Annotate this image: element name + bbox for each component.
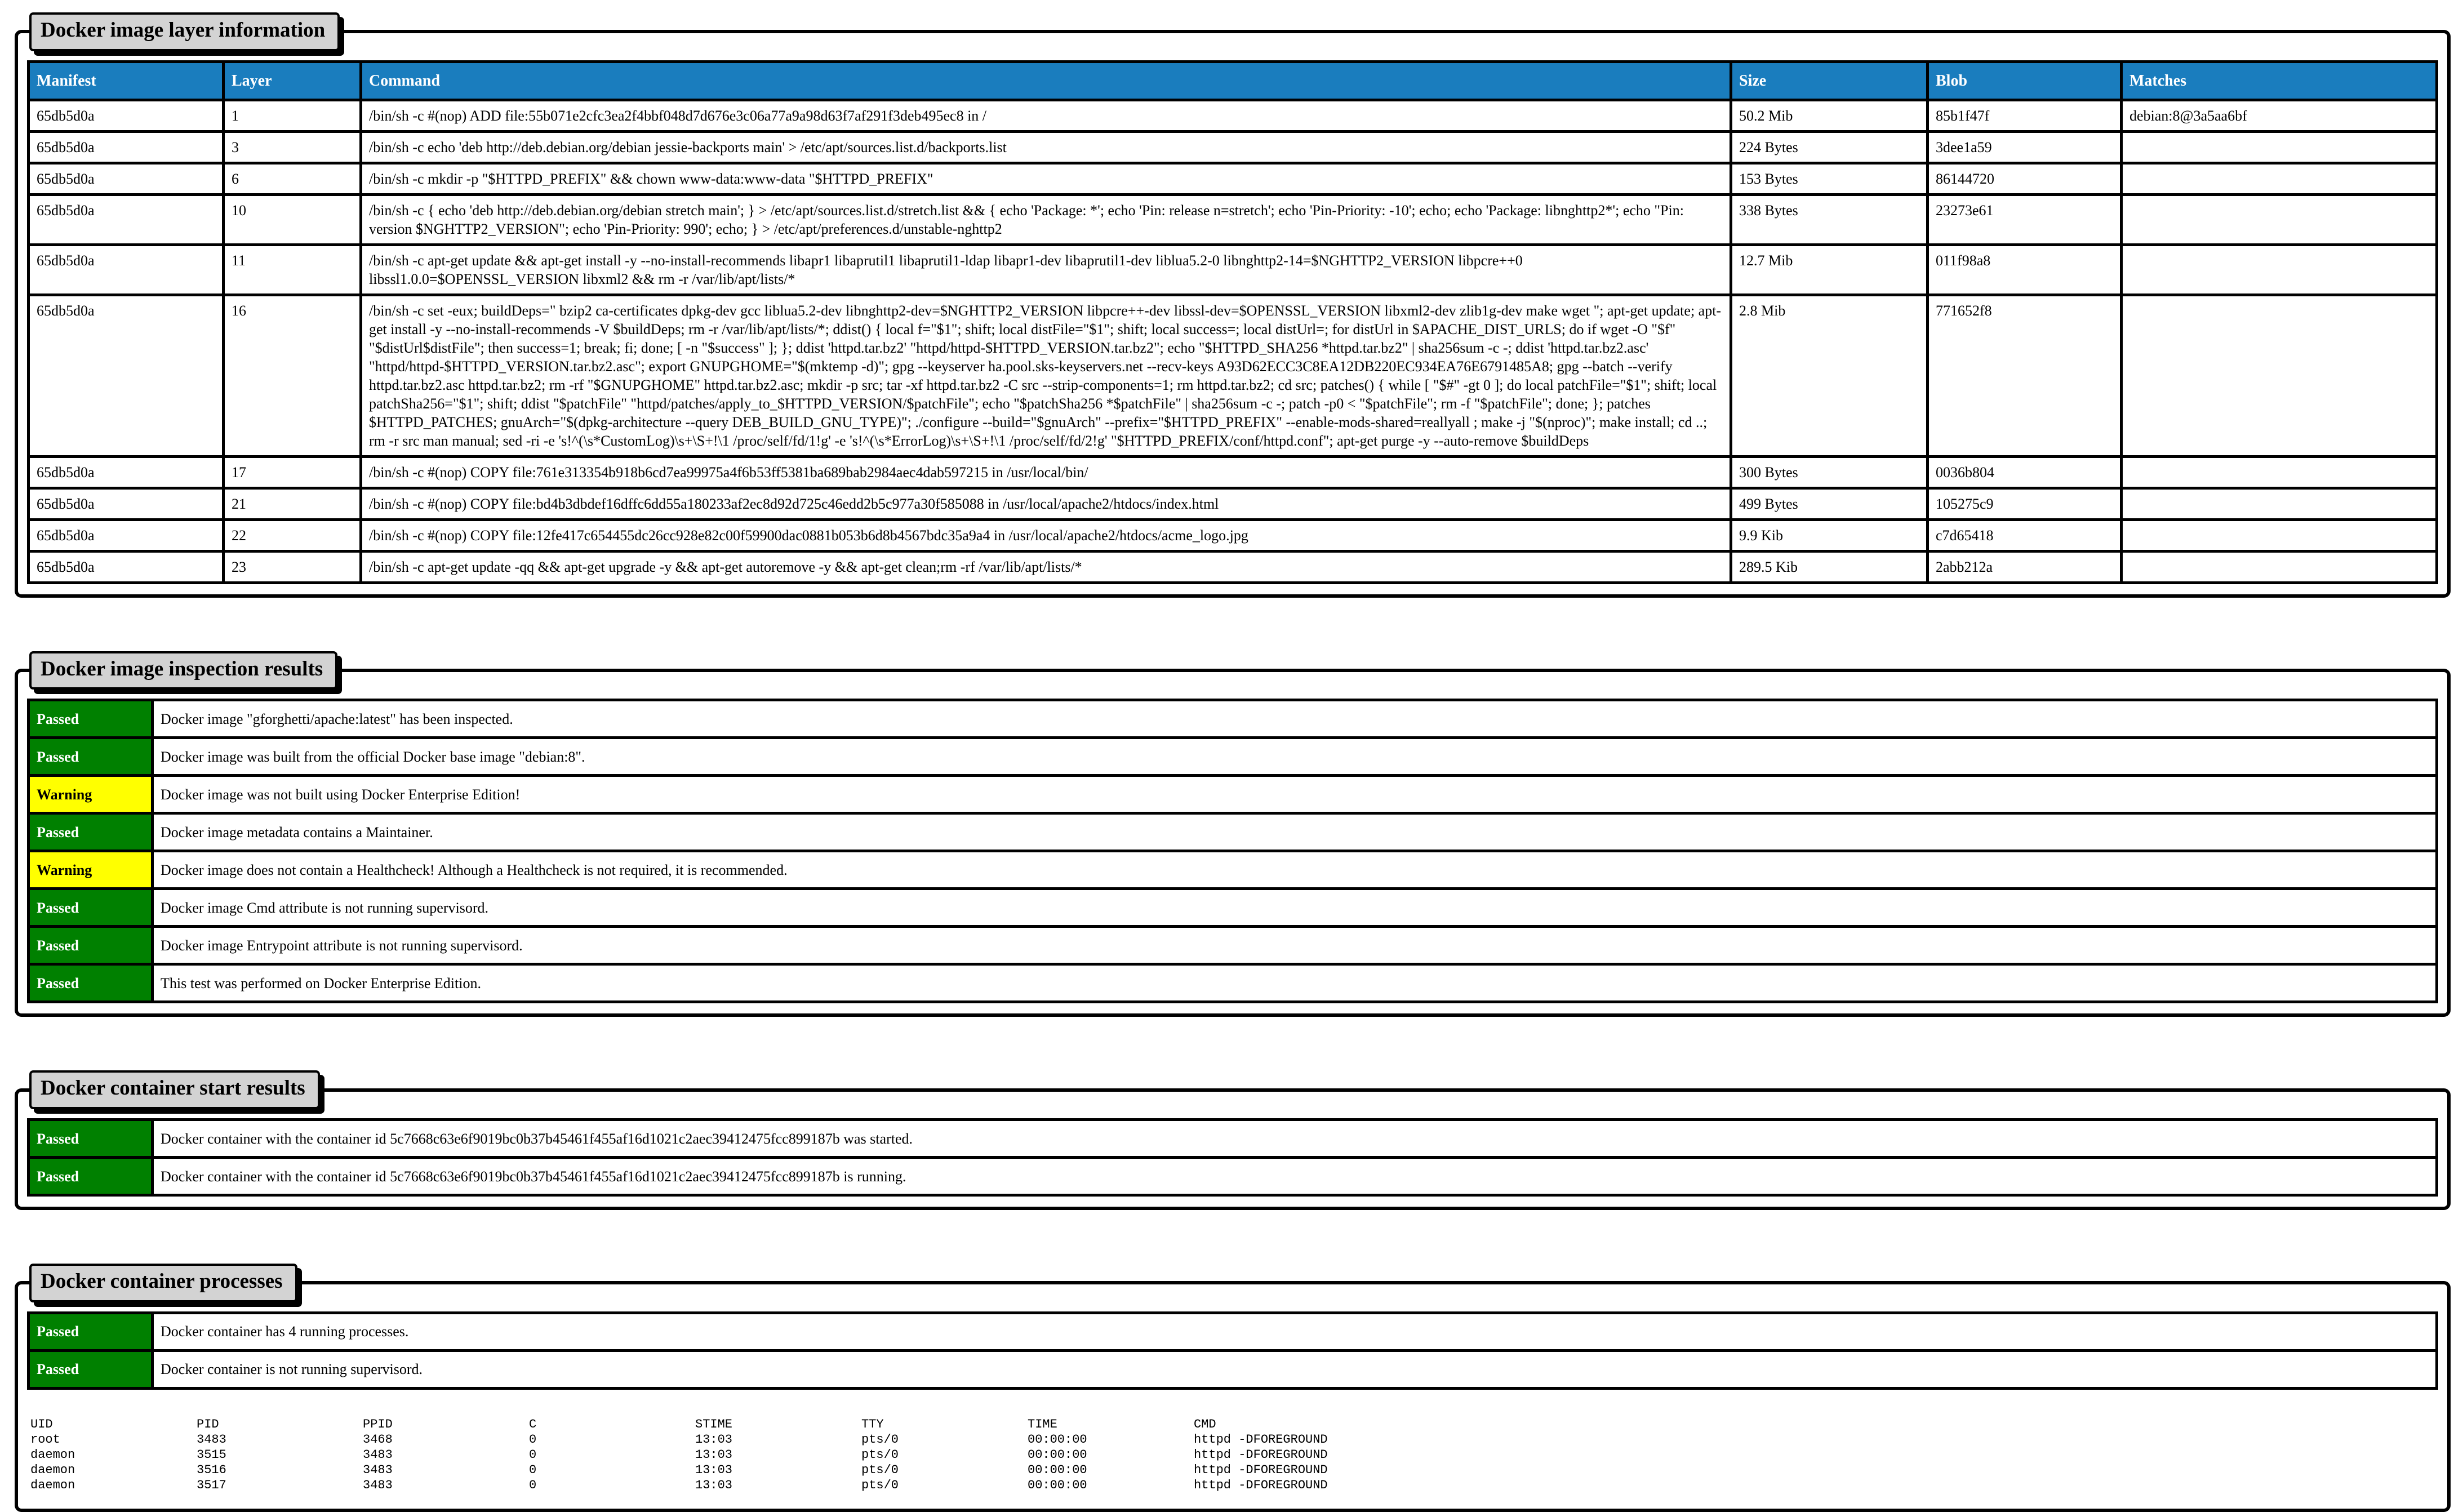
blob-cell: c7d65418 <box>1928 519 2122 551</box>
ps-cmd-cell: httpd -DFOREGROUND <box>1194 1447 1328 1462</box>
process-row <box>30 1447 2436 1462</box>
ps-tty-cell: pts/0 <box>861 1447 899 1462</box>
command-cell: /bin/sh -c set -eux; buildDeps=" bzip2 ca-certificates dpkg-dev gcc liblua5.2-dev libnghttp2-dev=$NGHTTP2_VERSION libpcre++-dev libssl-dev=$OPENSSL_VERSION libxml2-dev zlib1g-dev make wget "; apt-get update; apt-get install -y --no-install-recommends -V $buildDeps; rm -r /var/lib/apt/lists/*; ddist() { local f="$1"; shift; local distFile="$1"; shift; local success=; local distUrl=; for distUrl in $APACHE_DIST_URLS; do if wget -O "$f" "$distUrl$distFile"; then success=1; break; fi; done; [ -n "$success" ]; }; ddist 'httpd.tar.bz2' "httpd/httpd-$HTTPD_VERSION.tar.bz2"; echo "$HTTPD_SHA256 *httpd.tar.bz2" | sha256sum -c -; ddist 'httpd.tar.bz2.asc' "httpd/httpd-$HTTPD_VERSION.tar.bz2.asc"; export GNUPGHOME="$(mktemp -d)"; gpg --keyserver ha.pool.sks-keyservers.net --recv-keys A93D62ECC3C8EA12DB220EC934EA76E6791485A8; gpg --batch --verify httpd.tar.bz2.asc httpd.tar.bz2; rm -rf "$GNUPGHOME" httpd.tar.bz2.asc; mkdir -p src; tar -xf httpd.tar.bz2 -C src --strip-components=1; rm httpd.tar.bz2; cd src; patches() { while [ "$#" -gt 0 ]; do local patchFile="$1"; shift; local patchSha256="$1"; shift; ddist "$patchFile" "httpd/patches/apply_to_$HTTPD_VERSION/$patchFile"; echo "$patchSha256 *$patchFile" | sha256sum -c -; patch -p0 < "$patchFile"; rm -f "$patchFile"; done; }; patches $HTTPD_PATCHES; gnuArch="$(dpkg-architecture --query DEB_BUILD_GNU_TYPE)"; ./configure --build="$gnuArch" --prefix="$HTTPD_PREFIX" --enable-mods-shared=reallyall ; make -j "$(nproc)"; make install; cd ..; rm -r src man manual; sed -ri -e 's!^(\s*CustomLog)\s+\S+!\1 /proc/self/fd/1!g' -e 's!^(\s*ErrorLog)\s+\S+!\1 /proc/self/fd/2!g' "$HTTPD_PREFIX/conf/httpd.conf"; apt-get purge -y --auto-remove $buildDeps <box>361 295 1731 456</box>
ps-cmd-cell: httpd -DFOREGROUND <box>1194 1478 1328 1492</box>
matches-cell <box>2122 488 2437 519</box>
result-row <box>29 1350 2437 1388</box>
blob-cell: 86144720 <box>1928 163 2122 194</box>
matches-cell <box>2122 456 2437 488</box>
status-badge: Passed <box>29 1120 153 1158</box>
result-message: Docker image does not contain a Healthcheck! Although a Healthcheck is not required, it is recommended. <box>153 851 2437 889</box>
result-message: Docker image was built from the official Docker base image "debian:8". <box>153 738 2437 776</box>
result-row <box>29 964 2437 1002</box>
layer-table-body <box>29 100 2437 582</box>
result-row <box>29 813 2437 851</box>
command-cell: /bin/sh -c #(nop) COPY file:761e313354b918b6cd7ea99975a4f6b53ff5381ba689bab2984aec4dab597215 in /usr/local/bin/ <box>361 456 1731 488</box>
result-row <box>29 1120 2437 1158</box>
ps-pid-cell: 3483 <box>197 1432 226 1447</box>
layer-row <box>29 488 2437 519</box>
blob-cell: 85b1f47f <box>1928 100 2122 131</box>
blob-cell: 771652f8 <box>1928 295 2122 456</box>
ps-header-time: TIME <box>1028 1417 1057 1431</box>
command-cell: /bin/sh -c apt-get update -qq && apt-get upgrade -y && apt-get autoremove -y && apt-get clean;rm -rf /var/lib/apt/lists/* <box>361 551 1731 582</box>
size-cell: 499 Bytes <box>1731 488 1928 519</box>
status-badge: Passed <box>29 813 153 851</box>
container-start-results-table <box>27 1118 2438 1197</box>
layer-cell: 10 <box>224 194 361 244</box>
column-header-blob: Blob <box>1928 61 2122 100</box>
result-message: Docker image was not built using Docker Enterprise Edition! <box>153 776 2437 813</box>
ps-cmd-cell: httpd -DFOREGROUND <box>1194 1432 1328 1447</box>
container-start-results-body <box>29 1120 2437 1195</box>
ps-ppid-cell: 3483 <box>363 1462 393 1477</box>
blob-cell: 3dee1a59 <box>1928 131 2122 163</box>
manifest-cell: 65db5d0a <box>29 519 224 551</box>
ps-tty-cell: pts/0 <box>861 1432 899 1447</box>
ps-uid-cell: daemon <box>30 1447 75 1462</box>
ps-time-cell: 00:00:00 <box>1028 1447 1087 1462</box>
result-message: Docker container with the container id 5c7668c63e6f9019bc0b37b45461f455af16d1021c2aec39412475fcc899187b was started. <box>153 1120 2437 1158</box>
result-row <box>29 889 2437 927</box>
layer-row <box>29 100 2437 131</box>
layer-row <box>29 194 2437 244</box>
matches-cell <box>2122 194 2437 244</box>
process-row <box>30 1432 2436 1447</box>
matches-cell <box>2122 519 2437 551</box>
ps-header-tty: TTY <box>861 1417 884 1431</box>
size-cell: 338 Bytes <box>1731 194 1928 244</box>
status-badge: Passed <box>29 738 153 776</box>
process-header-row <box>30 1417 2436 1432</box>
result-row <box>29 776 2437 813</box>
layer-row <box>29 163 2437 194</box>
result-row <box>29 738 2437 776</box>
section-container-processes <box>15 1264 2451 1512</box>
size-cell: 9.9 Kib <box>1731 519 1928 551</box>
result-message: Docker container with the container id 5c7668c63e6f9019bc0b37b45461f455af16d1021c2aec39412475fcc899187b is running. <box>153 1158 2437 1195</box>
ps-ppid-cell: 3468 <box>363 1432 393 1447</box>
status-badge: Passed <box>29 1158 153 1195</box>
ps-uid-cell: root <box>30 1432 60 1447</box>
size-cell: 50.2 Mib <box>1731 100 1928 131</box>
column-header-layer: Layer <box>224 61 361 100</box>
result-message: Docker image Cmd attribute is not running supervisord. <box>153 889 2437 927</box>
status-badge: Passed <box>29 700 153 738</box>
size-cell: 153 Bytes <box>1731 163 1928 194</box>
blob-cell: 0036b804 <box>1928 456 2122 488</box>
layer-header-row <box>29 61 2437 100</box>
command-cell: /bin/sh -c #(nop) ADD file:55b071e2cfc3ea2f4bbf048d7d676e3c06a77a9a98d63f7af291f3deb495ec8 in / <box>361 100 1731 131</box>
manifest-cell: 65db5d0a <box>29 163 224 194</box>
layer-cell: 22 <box>224 519 361 551</box>
ps-header-cmd: CMD <box>1194 1417 1216 1431</box>
manifest-cell: 65db5d0a <box>29 244 224 295</box>
section-layer-information-title: Docker image layer information <box>29 12 340 51</box>
result-message: Docker container is not running supervisord. <box>153 1350 2437 1388</box>
status-badge: Passed <box>29 889 153 927</box>
manifest-cell: 65db5d0a <box>29 194 224 244</box>
manifest-cell: 65db5d0a <box>29 131 224 163</box>
layer-cell: 6 <box>224 163 361 194</box>
layer-cell: 17 <box>224 456 361 488</box>
container-processes-results-body <box>29 1313 2437 1388</box>
status-badge: Warning <box>29 776 153 813</box>
size-cell: 300 Bytes <box>1731 456 1928 488</box>
column-header-command: Command <box>361 61 1731 100</box>
result-row <box>29 1158 2437 1195</box>
ps-header-ppid: PPID <box>363 1417 393 1431</box>
ps-stime-cell: 13:03 <box>695 1447 733 1462</box>
inspection-results-body <box>29 700 2437 1002</box>
command-cell: /bin/sh -c { echo 'deb http://deb.debian.org/debian stretch main'; } > /etc/apt/sources.list.d/stretch.list && { echo 'Package: *'; echo 'Pin: release n=stretch'; echo 'Pin-Priority: -10'; echo; echo 'Package: libnghttp2*'; echo "Pin: version $NGHTTP2_VERSION"; echo 'Pin-Priority: 990'; echo; } > /etc/apt/preferences.d/unstable-nghttp2 <box>361 194 1731 244</box>
manifest-cell: 65db5d0a <box>29 488 224 519</box>
layer-row <box>29 244 2437 295</box>
ps-uid-cell: daemon <box>30 1462 75 1477</box>
layer-table <box>27 60 2438 584</box>
matches-cell <box>2122 131 2437 163</box>
ps-stime-cell: 13:03 <box>695 1432 733 1447</box>
ps-c-cell: 0 <box>529 1447 537 1462</box>
ps-time-cell: 00:00:00 <box>1028 1432 1087 1447</box>
ps-c-cell: 0 <box>529 1478 537 1492</box>
container-processes-results-table <box>27 1311 2438 1390</box>
process-listing <box>30 1417 2436 1493</box>
layer-row <box>29 131 2437 163</box>
ps-pid-cell: 3515 <box>197 1447 226 1462</box>
process-table-header <box>30 1417 2436 1432</box>
ps-tty-cell: pts/0 <box>861 1478 899 1492</box>
result-row <box>29 851 2437 889</box>
result-row <box>29 927 2437 964</box>
layer-cell: 1 <box>224 100 361 131</box>
manifest-cell: 65db5d0a <box>29 100 224 131</box>
column-header-size: Size <box>1731 61 1928 100</box>
result-message: Docker image Entrypoint attribute is not running supervisord. <box>153 927 2437 964</box>
blob-cell: 105275c9 <box>1928 488 2122 519</box>
section-container-start-results <box>15 1070 2451 1210</box>
section-container-start-results-title: Docker container start results <box>29 1070 320 1109</box>
ps-stime-cell: 13:03 <box>695 1462 733 1477</box>
section-inspection-results <box>15 651 2451 1017</box>
command-cell: /bin/sh -c mkdir -p "$HTTPD_PREFIX" && chown www-data:www-data "$HTTPD_PREFIX" <box>361 163 1731 194</box>
layer-row <box>29 519 2437 551</box>
ps-header-c: C <box>529 1417 537 1431</box>
layer-table-header <box>29 61 2437 100</box>
inspection-results-table <box>27 699 2438 1003</box>
process-table-body <box>30 1432 2436 1493</box>
ps-tty-cell: pts/0 <box>861 1462 899 1477</box>
result-message: This test was performed on Docker Enterprise Edition. <box>153 964 2437 1002</box>
status-badge: Passed <box>29 1313 153 1350</box>
section-layer-information <box>15 12 2451 598</box>
manifest-cell: 65db5d0a <box>29 551 224 582</box>
size-cell: 2.8 Mib <box>1731 295 1928 456</box>
layer-cell: 21 <box>224 488 361 519</box>
matches-cell <box>2122 295 2437 456</box>
ps-cmd-cell: httpd -DFOREGROUND <box>1194 1462 1328 1477</box>
column-header-matches: Matches <box>2122 61 2437 100</box>
manifest-cell: 65db5d0a <box>29 295 224 456</box>
ps-time-cell: 00:00:00 <box>1028 1462 1087 1477</box>
ps-c-cell: 0 <box>529 1462 537 1477</box>
section-container-processes-title: Docker container processes <box>29 1264 297 1302</box>
ps-header-uid: UID <box>30 1417 53 1431</box>
ps-stime-cell: 13:03 <box>695 1478 733 1492</box>
command-cell: /bin/sh -c echo 'deb http://deb.debian.org/debian jessie-backports main' > /etc/apt/sources.list.d/backports.list <box>361 131 1731 163</box>
ps-pid-cell: 3516 <box>197 1462 226 1477</box>
status-badge: Warning <box>29 851 153 889</box>
status-badge: Passed <box>29 1350 153 1388</box>
layer-cell: 11 <box>224 244 361 295</box>
ps-c-cell: 0 <box>529 1432 537 1447</box>
layer-cell: 16 <box>224 295 361 456</box>
section-inspection-results-title: Docker image inspection results <box>29 651 337 690</box>
layer-row <box>29 551 2437 582</box>
result-message: Docker image metadata contains a Maintainer. <box>153 813 2437 851</box>
result-row <box>29 1313 2437 1350</box>
column-header-manifest: Manifest <box>29 61 224 100</box>
matches-cell <box>2122 244 2437 295</box>
manifest-cell: 65db5d0a <box>29 456 224 488</box>
ps-pid-cell: 3517 <box>197 1478 226 1492</box>
blob-cell: 011f98a8 <box>1928 244 2122 295</box>
layer-row <box>29 295 2437 456</box>
blob-cell: 23273e61 <box>1928 194 2122 244</box>
layer-cell: 23 <box>224 551 361 582</box>
status-badge: Passed <box>29 964 153 1002</box>
layer-cell: 3 <box>224 131 361 163</box>
command-cell: /bin/sh -c #(nop) COPY file:bd4b3dbdef16dffc6dd55a180233af2ec8d92d725c46edd2b5c977a30f585088 in /usr/local/apache2/htdocs/index.html <box>361 488 1731 519</box>
ps-ppid-cell: 3483 <box>363 1478 393 1492</box>
result-message: Docker container has 4 running processes. <box>153 1313 2437 1350</box>
ps-uid-cell: daemon <box>30 1478 75 1492</box>
command-cell: /bin/sh -c apt-get update && apt-get install -y --no-install-recommends libapr1 libaprutil1 libaprutil1-ldap libapr1-dev libaprutil1-dev liblua5.2-0 libnghttp2-14=$NGHTTP2_VERSION libpcre++0 libssl1.0.0=$OPENSSL_VERSION libxml2 && rm -r /var/lib/apt/lists/* <box>361 244 1731 295</box>
layer-row <box>29 456 2437 488</box>
result-message: Docker image "gforghetti/apache:latest" has been inspected. <box>153 700 2437 738</box>
blob-cell: 2abb212a <box>1928 551 2122 582</box>
command-cell: /bin/sh -c #(nop) COPY file:12fe417c654455dc26cc928e82c00f59900dac0881b053b6d8b4567bdc35a9a4 in /usr/local/apache2/htdocs/acme_logo.jpg <box>361 519 1731 551</box>
ps-header-pid: PID <box>197 1417 219 1431</box>
ps-header-stime: STIME <box>695 1417 733 1431</box>
size-cell: 12.7 Mib <box>1731 244 1928 295</box>
matches-cell <box>2122 551 2437 582</box>
process-table <box>30 1417 2436 1493</box>
process-row <box>30 1478 2436 1493</box>
status-badge: Passed <box>29 927 153 964</box>
result-row <box>29 700 2437 738</box>
ps-time-cell: 00:00:00 <box>1028 1478 1087 1492</box>
process-row <box>30 1462 2436 1478</box>
ps-ppid-cell: 3483 <box>363 1447 393 1462</box>
matches-cell: debian:8@3a5aa6bf <box>2122 100 2437 131</box>
size-cell: 224 Bytes <box>1731 131 1928 163</box>
size-cell: 289.5 Kib <box>1731 551 1928 582</box>
matches-cell <box>2122 163 2437 194</box>
